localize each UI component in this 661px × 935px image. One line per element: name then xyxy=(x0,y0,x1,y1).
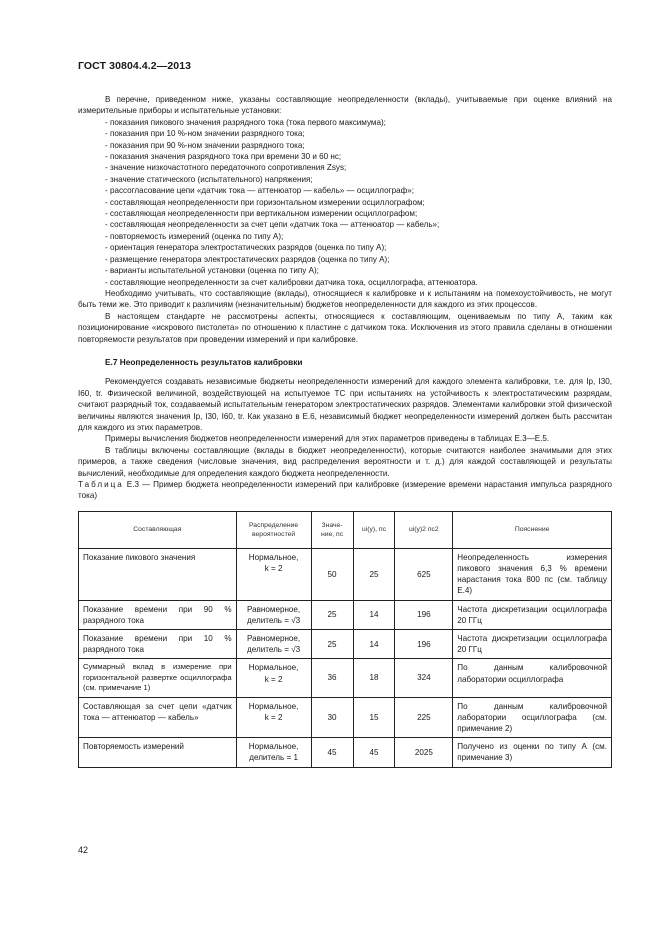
column-header: ui(y)2 пс2 xyxy=(395,511,453,548)
distribution-cell xyxy=(236,738,311,767)
component-cell: Показание времени при 10 % разрядного тока xyxy=(79,630,237,659)
distribution-type: Равномерное, xyxy=(246,604,301,614)
distribution-cell xyxy=(236,548,311,600)
page-number: 42 xyxy=(78,845,89,855)
distribution-cell xyxy=(236,659,311,697)
list-item: - значение низкочастотного передаточного сопротивления Zsys; xyxy=(105,163,347,173)
note-cell: Частота дискретизации осциллографа 20 ГГц xyxy=(453,630,612,659)
list-item: - показания при 10 %-ном значении разрядного тока; xyxy=(105,129,305,139)
u-cell: 15 xyxy=(353,697,395,738)
u-cell: 14 xyxy=(353,630,395,659)
distribution-type: Нормальное, xyxy=(248,552,299,562)
paragraph: Необходимо учитывать, что составляющие (вклады), относящиеся к калибровке и к испытаниям на помехоустойчивость, не могут быть теми же. Это приводит к различиям (незначительным) бюджетов неопределенности для каждого из этих процессов. xyxy=(78,288,612,310)
distribution-param: делитель = √3 xyxy=(247,645,301,655)
document-header: ГОСТ 30804.4.2—2013 xyxy=(78,60,192,72)
distribution-param: делитель = √3 xyxy=(247,615,301,625)
u2-cell: 625 xyxy=(395,548,453,600)
section-title: Е.7 Неопределенность результатов калибровки xyxy=(105,356,303,367)
distribution-type: Нормальное, xyxy=(248,742,299,752)
table-row xyxy=(79,738,612,767)
u2-cell: 324 xyxy=(395,659,453,697)
column-header: ui(y), пс xyxy=(353,511,395,548)
column-header: Пояснение xyxy=(453,511,612,548)
paragraph: Примеры вычисления бюджетов неопределенности измерений для этих параметров приведены в таблицах Е.3—Е.5. xyxy=(105,434,550,444)
list-item: - составляющие неопределенности за счет калибровки датчика тока, осциллографа, аттенюатора. xyxy=(105,277,478,287)
column-header: Значе-ние, пс xyxy=(311,511,353,548)
u-cell: 45 xyxy=(353,738,395,767)
list-item: - показания значения разрядного тока при времени 30 и 60 нс; xyxy=(105,152,342,162)
list-item: - размещение генератора электростатических разрядов (оценка по типу А); xyxy=(105,254,390,264)
column-header: Распределение вероятностей xyxy=(236,511,311,548)
table-caption-word: Таблица xyxy=(78,480,124,489)
value-cell: 25 xyxy=(311,630,353,659)
list-item: - значение статического (испытательного) напряжения; xyxy=(105,174,313,184)
u2-cell: 2025 xyxy=(395,738,453,767)
list-item: - рассогласование цепи «датчик тока — аттенюатор — кабель» — осциллограф»; xyxy=(105,186,414,196)
table-row xyxy=(79,697,612,738)
component-cell: Показание пикового значения xyxy=(79,548,237,600)
list-item: - показания при 90 %-ном значении разрядного тока; xyxy=(105,140,305,150)
note-cell: По данным калибровочной лаборатории осциллографа xyxy=(453,659,612,697)
uncertainty-budget-table xyxy=(78,511,612,768)
paragraph: Рекомендуется создавать независимые бюджеты неопределенности измерений для каждого элемента калибровки, т.е. для Ip, I30, I60, tr. Физической величиной, воздействующей на испытуемое ТС при испытаниях на устойчивость к электростатическим разрядам, считают разрядный ток, создаваемый испытательным генератором электростатических разрядов. Элементами калибровки этой физической величины являются значения Ip, I30, I60, tr. Как указано в Е.6, независимый бюджет неопределенности измерений должен быть рассчитан для каждого из этих параметров. xyxy=(78,377,612,432)
table-row xyxy=(79,548,612,600)
note-cell: Получено из оценки по типу А (см. примечание 3) xyxy=(453,738,612,767)
distribution-cell xyxy=(236,630,311,659)
note-cell: По данным калибровочной лаборатории осциллографа (см. примечание 2) xyxy=(453,697,612,738)
component-cell: Повторяемость измерений xyxy=(79,738,237,767)
list-item: - варианты испытательной установки (оценка по типу А); xyxy=(105,266,319,276)
table-row xyxy=(79,630,612,659)
distribution-type: Равномерное, xyxy=(246,634,301,644)
distribution-cell xyxy=(236,600,311,629)
value-cell: 36 xyxy=(311,659,353,697)
u2-cell: 196 xyxy=(395,600,453,629)
table-caption xyxy=(78,479,612,502)
value-cell: 30 xyxy=(311,697,353,738)
u2-cell: 196 xyxy=(395,630,453,659)
distribution-param: k = 2 xyxy=(264,712,283,722)
u-cell: 25 xyxy=(353,548,395,600)
paragraph: В настоящем стандарте не рассмотрены аспекты, относящиеся к составляющим, оцениваемым по типу А, таким как позиционирование «искрового пистолета» по отношению к пластине с датчиком тока. Исключения из этого правила сделаны в отношении повторяемости результатов при проведении измерений и при калибровке. xyxy=(78,311,612,344)
document-body xyxy=(78,94,612,768)
list-item: - составляющая неопределенности за счет цепи «датчик тока — аттенюатор — кабель»; xyxy=(105,220,440,230)
table-header-row xyxy=(79,511,612,548)
influence-list xyxy=(78,117,612,288)
component-cell: Суммарный вклад в измерение при горизонтальной развертке осциллографа (см. примечание 1) xyxy=(79,659,237,697)
u-cell: 18 xyxy=(353,659,395,697)
distribution-type: Нормальное, xyxy=(248,663,299,673)
table-row xyxy=(79,600,612,629)
u2-cell: 225 xyxy=(395,697,453,738)
value-cell: 25 xyxy=(311,600,353,629)
component-cell: Показание времени при 90 % разрядного тока xyxy=(79,600,237,629)
table-caption-text: Е.3 — Пример бюджета неопределенности измерений при калибровке (измерение времени нарастания импульса разрядного тока) xyxy=(78,480,613,501)
list-item: - повторяемость измерений (оценка по типу А); xyxy=(105,231,284,241)
list-item: - показания пикового значения разрядного тока (тока первого максимума); xyxy=(105,117,386,127)
paragraph: В таблицы включены составляющие (вклады в бюджет неопределенности), которые считаются наиболее значимыми для этих примеров, а также сведения (числовые значения, вид распределения вероятности и т. д.) для каждой составляющей и результаты вычислений, необходимые для определения каждого бюджета неопределенности. xyxy=(78,445,612,478)
value-cell: 50 xyxy=(311,548,353,600)
distribution-param: k = 2 xyxy=(264,564,283,574)
distribution-param: k = 2 xyxy=(264,674,283,684)
list-item: - составляющая неопределенности при вертикальном измерении осциллографом; xyxy=(105,209,418,219)
distribution-param: делитель = 1 xyxy=(249,753,298,763)
component-cell: Составляющая за счет цепи «датчик тока — аттенюатор — кабель» xyxy=(79,697,237,738)
value-cell: 45 xyxy=(311,738,353,767)
intro-paragraph: В перечне, приведенном ниже, указаны составляющие неопределенности (вклады), учитываемые при оценке влияний на измерительные приборы и испытательные установки: xyxy=(78,95,612,116)
list-item: - ориентация генератора электростатических разрядов (оценка по типу А); xyxy=(105,243,387,253)
list-item: - составляющая неопределенности при горизонтальном измерении осциллографом; xyxy=(105,197,425,207)
table-row xyxy=(79,659,612,697)
u-cell: 14 xyxy=(353,600,395,629)
distribution-cell xyxy=(236,697,311,738)
distribution-type: Нормальное, xyxy=(248,701,299,711)
note-cell: Частота дискретизации осциллографа 20 ГГц xyxy=(453,600,612,629)
column-header: Составляющая xyxy=(79,511,237,548)
note-cell: Неопределенность измерения пикового значения 6,3 % времени нарастания тока 800 пс (см. таблицу Е.4) xyxy=(453,548,612,600)
